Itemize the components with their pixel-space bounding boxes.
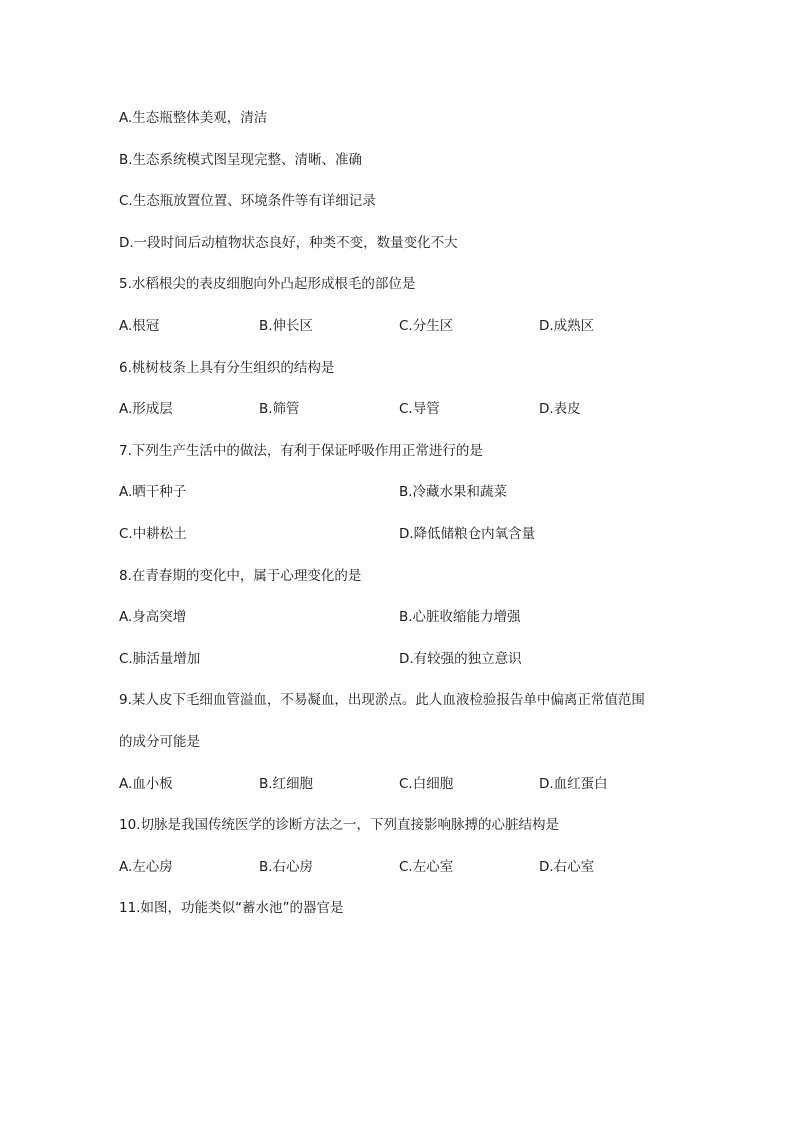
q6-option-a: A.形成层: [119, 401, 173, 417]
q5-option-c: C.分生区: [399, 318, 454, 334]
q7-option-b: B.冷藏水果和蔬菜: [399, 484, 508, 500]
q9-stem-line2: 的成分可能是: [119, 734, 200, 750]
q8-option-a: A.身高突增: [119, 609, 187, 625]
q4-option-c: C.生态瓶放置位置、环境条件等有详细记录: [119, 193, 376, 209]
q4-option-d: D.一段时间后动植物状态良好，种类不变，数量变化不大: [119, 235, 458, 251]
q7-option-d: D.降低储粮仓内氧含量: [399, 526, 536, 542]
q10-option-b: B.右心房: [259, 859, 314, 875]
q5-option-a: A.根冠: [119, 318, 160, 334]
q7-stem: 7.下列生产生活中的做法，有利于保证呼吸作用正常进行的是: [119, 443, 483, 459]
q9-stem-line1: 9.某人皮下毛细血管溢血，不易凝血，出现淤点。此人血液检验报告单中偏离正常值范围: [119, 692, 645, 708]
q6-stem: 6.桃树枝条上具有分生组织的结构是: [119, 360, 335, 376]
q9-option-a: A.血小板: [119, 776, 173, 792]
q10-option-d: D.右心室: [539, 859, 595, 875]
q4-option-b: B.生态系统模式图呈现完整、清晰、准确: [119, 152, 363, 168]
q10-stem: 10.切脉是我国传统医学的诊断方法之一，下列直接影响脉搏的心脏结构是: [119, 817, 559, 833]
q7-option-a: A.晒干种子: [119, 484, 187, 500]
q6-option-c: C.导管: [399, 401, 440, 417]
q7-option-c: C.中耕松土: [119, 526, 187, 542]
q4-option-a: A.生态瓶整体美观，清洁: [119, 110, 268, 126]
q10-option-a: A.左心房: [119, 859, 173, 875]
q9-option-d: D.血红蛋白: [539, 776, 608, 792]
q6-option-b: B.筛管: [259, 401, 300, 417]
q9-option-b: B.红细胞: [259, 776, 314, 792]
q8-option-b: B.心脏收缩能力增强: [399, 609, 521, 625]
q8-option-c: C.肺活量增加: [119, 651, 201, 667]
q6-option-d: D.表皮: [539, 401, 581, 417]
q11-stem: 11.如图，功能类似“蓄水池”的器官是: [119, 900, 344, 916]
q8-option-d: D.有较强的独立意识: [399, 651, 522, 667]
q8-stem: 8.在青春期的变化中，属于心理变化的是: [119, 568, 362, 584]
q9-option-c: C.白细胞: [399, 776, 454, 792]
q10-option-c: C.左心室: [399, 859, 454, 875]
q5-option-d: D.成熟区: [539, 318, 595, 334]
q5-stem: 5.水稻根尖的表皮细胞向外凸起形成根毛的部位是: [119, 276, 416, 292]
q5-option-b: B.伸长区: [259, 318, 314, 334]
